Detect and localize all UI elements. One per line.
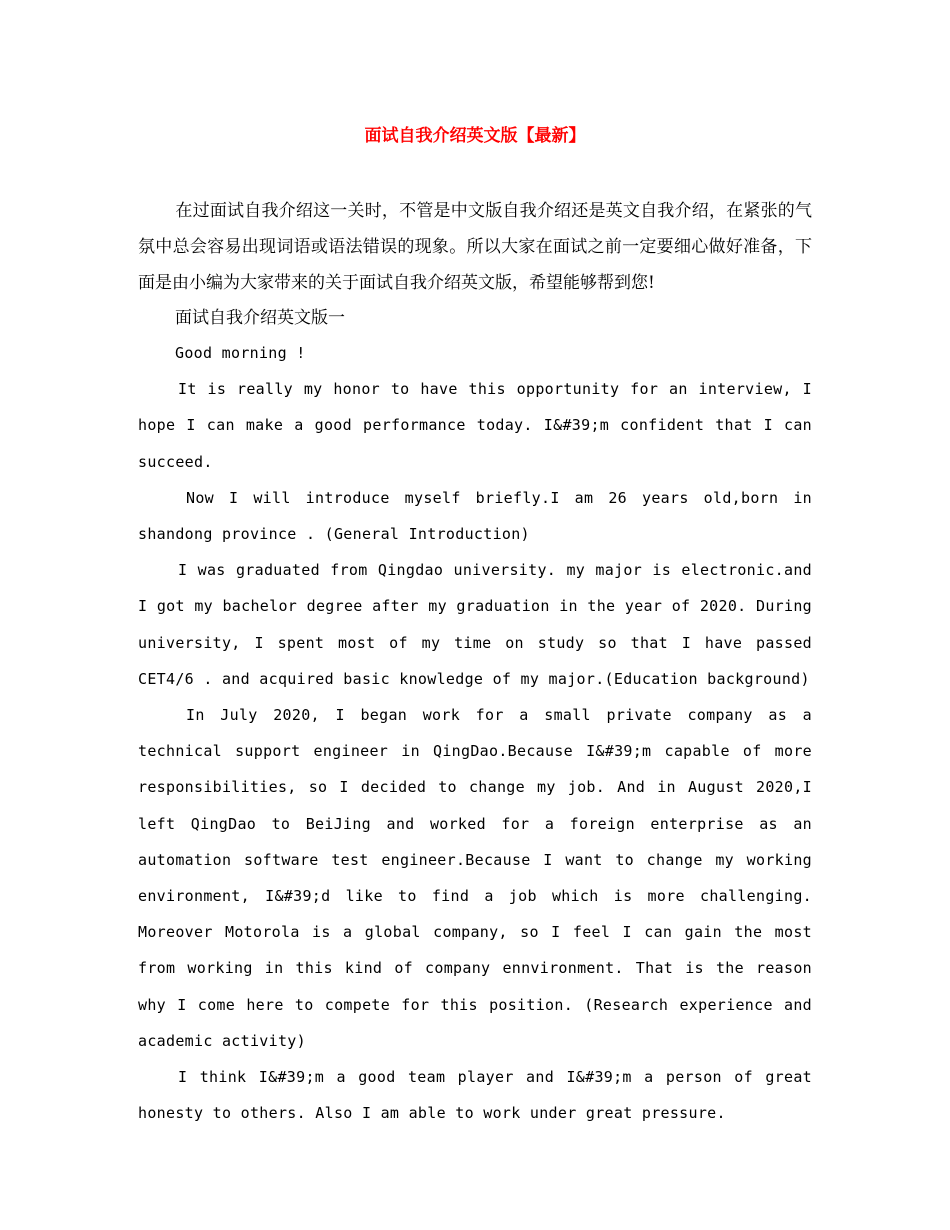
document-title: 面试自我介绍英文版【最新】: [364, 126, 586, 146]
intro-paragraph: 在过面试自我介绍这一关时，不管是中文版自我介绍还是英文自我介绍，在紧张的气氛中总会容易出现词语或语法错误的现象。所以大家在面试之前一定要细心做好准备，下面是由小编为大家带来的关于面试自我介绍英文版，希望能够帮到您!: [138, 201, 812, 293]
paragraph-introduction: Now I will introduce myself briefly.I am 26 years old,born in shandong province . (General Introduction): [138, 488, 812, 544]
section-heading: 面试自我介绍英文版一: [175, 308, 345, 328]
paragraph-experience: In July 2020, I began work for a small private company as a technical support engineer in QingDao.Because I&#39;m capable of more responsibilities, so I decided to change my job. And in August 2020,I left QingDao to BeiJing and worked for a foreign enterprise as an automation software test engineer.Because I want to change my working environment, I&#39;d like to find a job which is more challenging. Moreover Motorola is a global company, so I feel I can gain the most from working in this kind of company ennvironment. That is the reason why I come here to compete for this position. (Research experience and academic activity): [138, 706, 812, 1050]
greeting-line: Good morning !: [175, 344, 306, 362]
document-body: [138, 193, 812, 1131]
paragraph-personality: I think I&#39;m a good team player and I&#39;m a person of great honesty to others. Also I am able to work under great pressure.: [138, 1068, 812, 1123]
paragraph-honor: It is really my honor to have this opportunity for an interview, I hope I can make a good performance today. I&#39;m confident that I can succeed.: [138, 380, 812, 471]
paragraph-education: I was graduated from Qingdao university. my major is electronic.and I got my bachelor degree after my graduation in the year of 2020. During university, I spent most of my time on study so that I have passed CET4/6 . and acquired basic knowledge of my major.(Education background): [138, 561, 812, 688]
